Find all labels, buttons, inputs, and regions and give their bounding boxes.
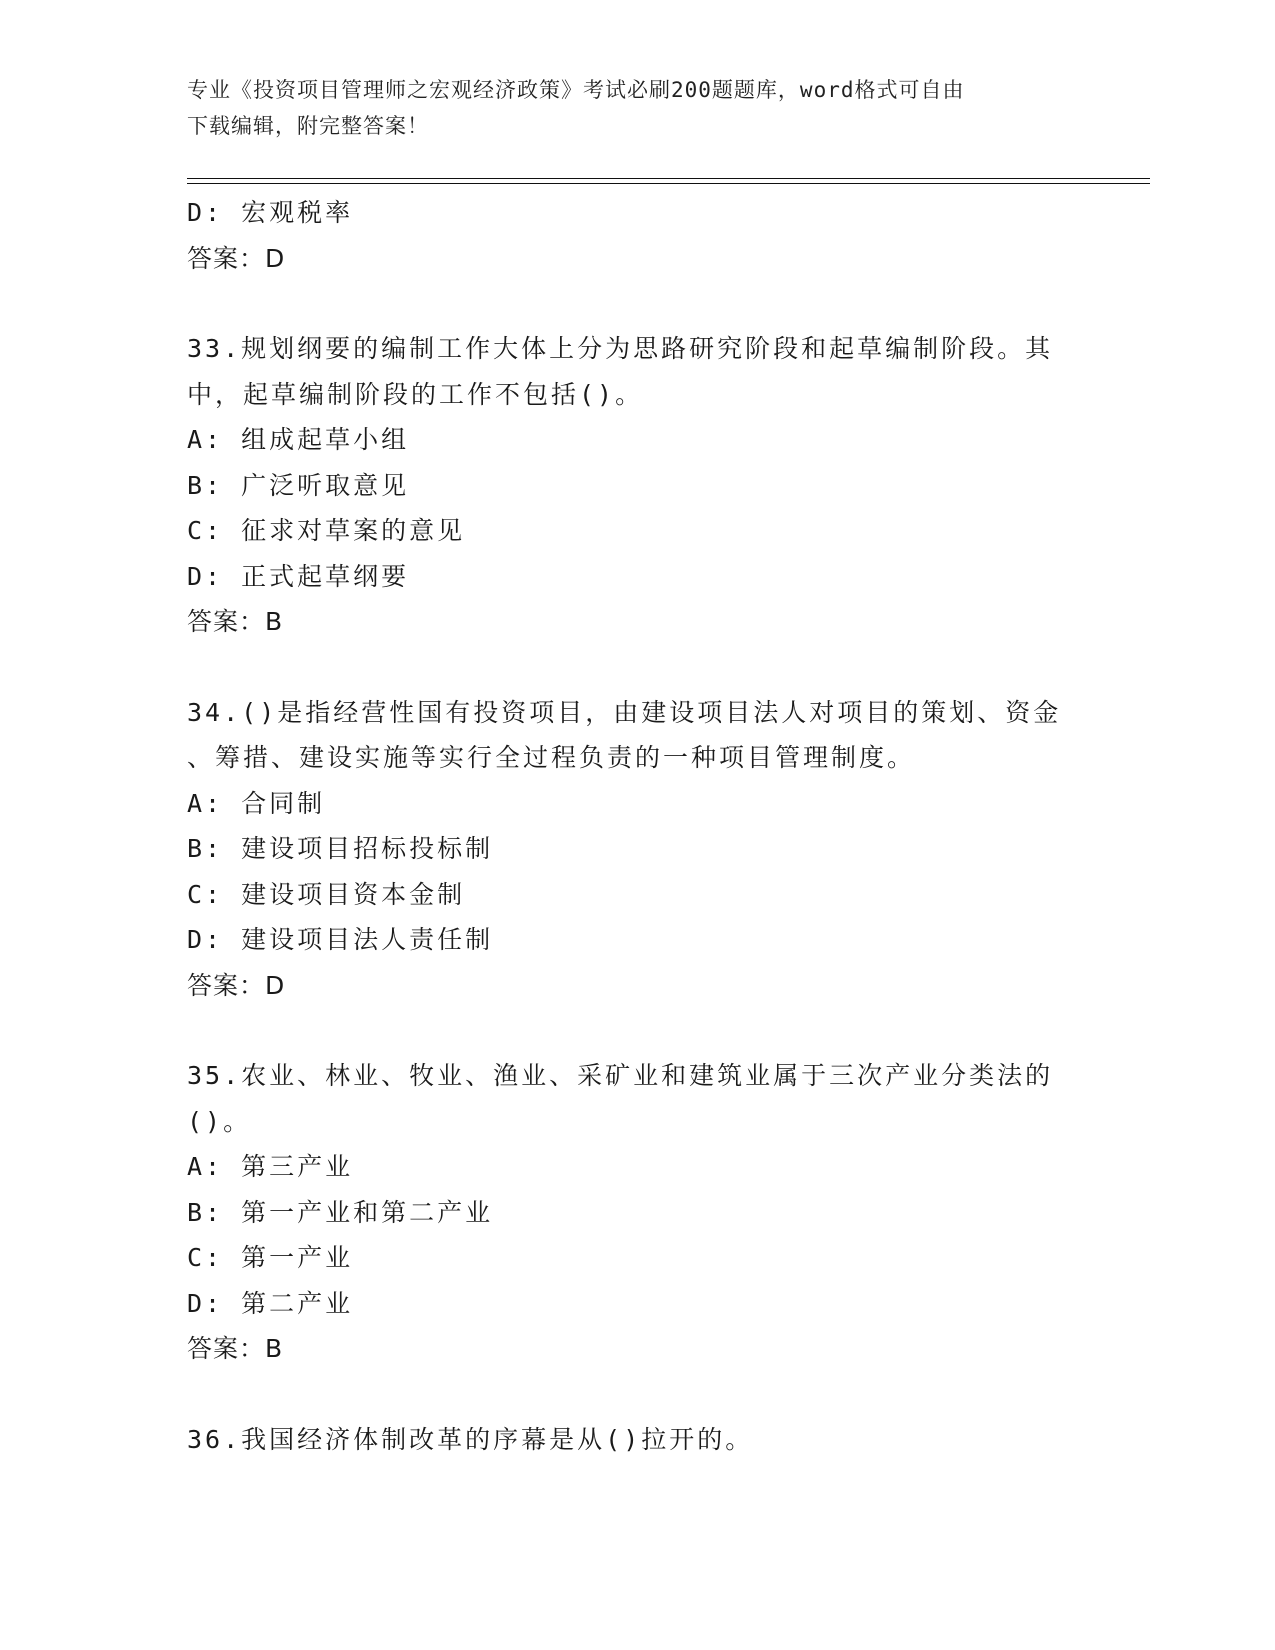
question-stem-continued: 中，起草编制阶段的工作不包括()。 bbox=[187, 379, 644, 409]
answer: 答案：D bbox=[187, 970, 286, 1000]
spacer bbox=[187, 1008, 1087, 1053]
header-rule-top bbox=[187, 178, 1150, 179]
question-stem-continued: ()。 bbox=[187, 1106, 252, 1136]
option-b: B: 广泛听取意见 bbox=[187, 470, 410, 500]
answer: 答案：B bbox=[187, 607, 284, 636]
question-stem-continued: 、筹措、建设实施等实行全过程负责的一种项目管理制度。 bbox=[187, 743, 916, 772]
question-content bbox=[187, 190, 1087, 1462]
question-stem: 35.农业、林业、牧业、渔业、采矿业和建筑业属于三次产业分类法的 bbox=[187, 1061, 1054, 1090]
question-stem: 34.()是指经营性国有投资项目，由建设项目法人对项目的策划、资金 bbox=[187, 697, 1062, 727]
option-d: D: 正式起草纲要 bbox=[187, 561, 410, 591]
option-c: C: 建设项目资本金制 bbox=[187, 879, 466, 909]
question-33 bbox=[187, 326, 1087, 645]
question-36 bbox=[187, 1417, 1087, 1463]
option-d: D: 宏观税率 bbox=[187, 198, 354, 227]
option-c: C: 征求对草案的意见 bbox=[187, 516, 466, 545]
spacer bbox=[187, 645, 1087, 690]
header-line-1: 专业《投资项目管理师之宏观经济政策》考试必刷200题题库，word格式可自由 bbox=[187, 78, 965, 102]
question-stem: 33.规划纲要的编制工作大体上分为思路研究阶段和起草编制阶段。其 bbox=[187, 334, 1054, 363]
answer: 答案：D bbox=[187, 243, 286, 273]
option-b: B: 建设项目招标投标制 bbox=[187, 834, 494, 863]
option-c: C: 第一产业 bbox=[187, 1243, 354, 1272]
option-a: A: 第三产业 bbox=[187, 1152, 354, 1181]
option-a: A: 组成起草小组 bbox=[187, 425, 410, 454]
option-a: A: 合同制 bbox=[187, 788, 326, 818]
spacer bbox=[187, 281, 1087, 326]
header-rule-bottom bbox=[187, 183, 1150, 184]
document-header bbox=[187, 72, 1067, 144]
question-34 bbox=[187, 690, 1087, 1009]
spacer bbox=[187, 1372, 1087, 1417]
header-line-2: 下载编辑，附完整答案！ bbox=[187, 114, 429, 138]
answer: 答案：B bbox=[187, 1334, 284, 1363]
question-32-tail bbox=[187, 190, 1087, 281]
question-35 bbox=[187, 1053, 1087, 1372]
option-d: D: 第二产业 bbox=[187, 1288, 354, 1318]
option-d: D: 建设项目法人责任制 bbox=[187, 925, 494, 954]
question-stem: 36.我国经济体制改革的序幕是从()拉开的。 bbox=[187, 1424, 754, 1454]
option-b: B: 第一产业和第二产业 bbox=[187, 1197, 494, 1227]
